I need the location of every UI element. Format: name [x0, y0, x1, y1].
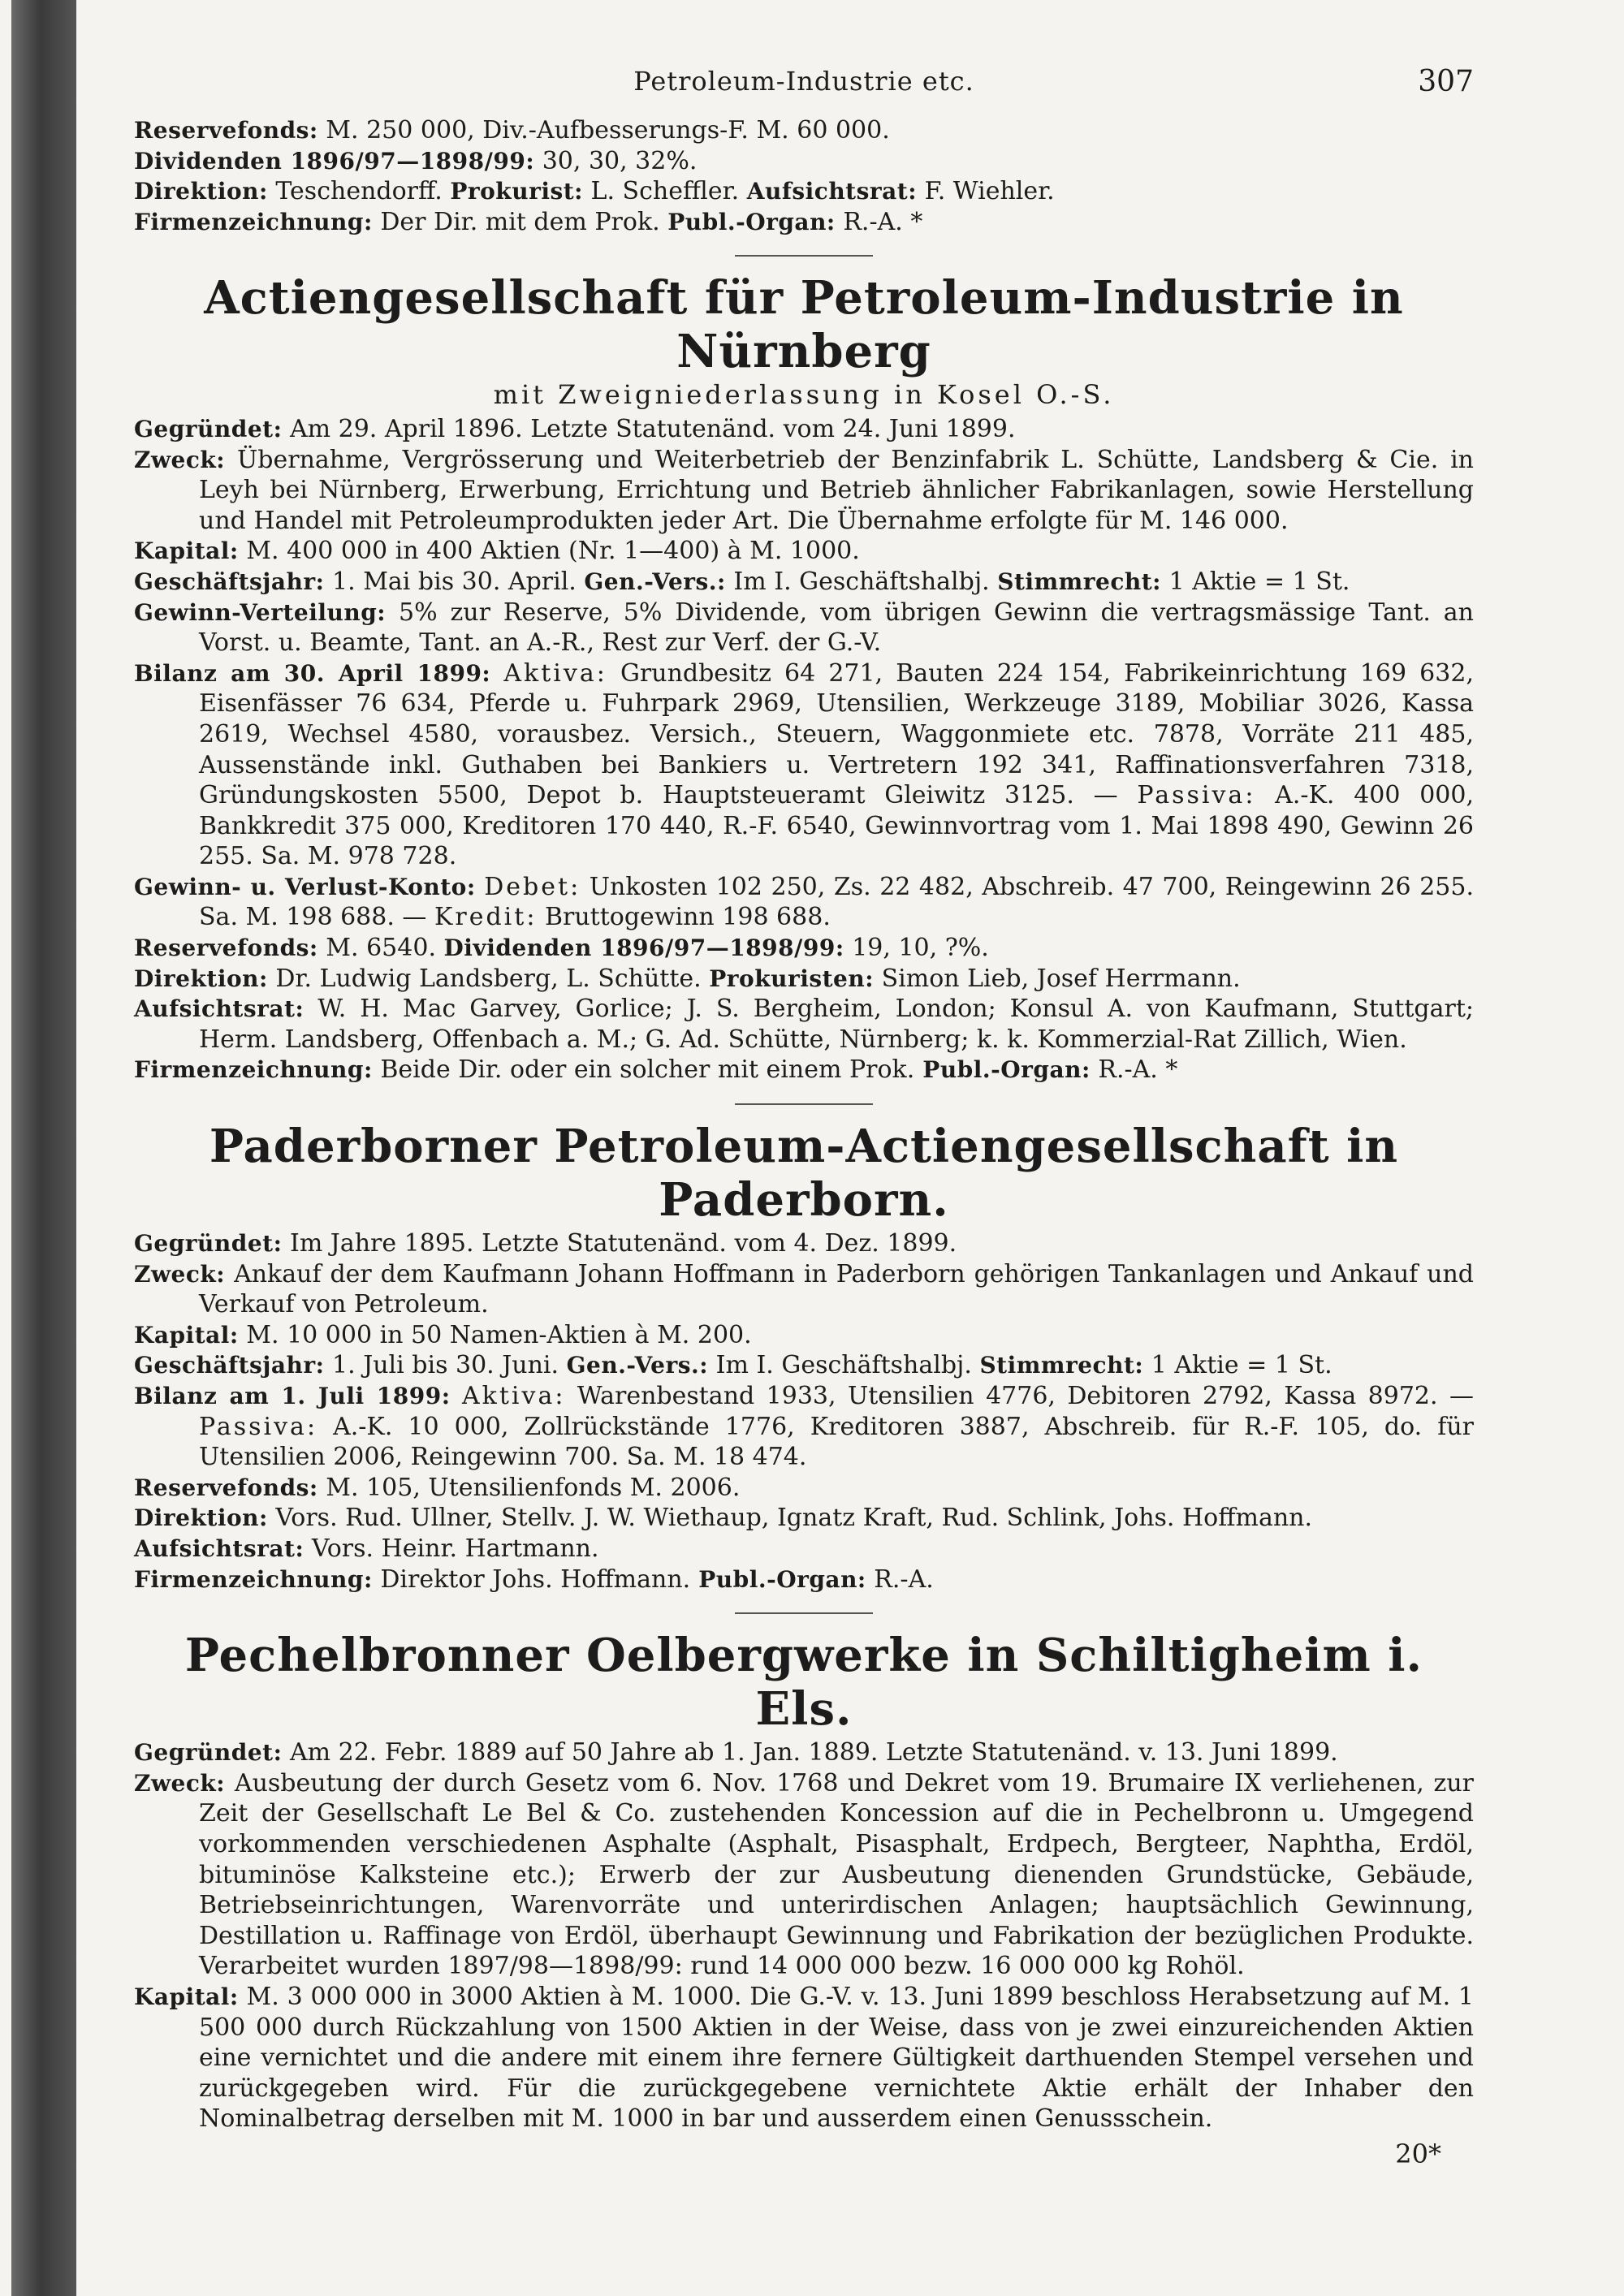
zweck: Zweck: Übernahme, Vergrösserung und Weiterbetrieb der Benzinfabrik L. Schütte, Landsberg & Cie. in Leyh bei Nürnberg, Erwerbung, Errichtung und Betrieb ähnlicher Fabrikanlagen, sowie Herstellung und Handel mit Petroleumprodukten jeder Art. Die Übernahme erfolgte für M. 146 000. [134, 445, 1474, 535]
company-title: Pechelbronner Oelbergwerke in Schiltigheim i. Els. [184, 1629, 1423, 1737]
aufsichtsrat: Aufsichtsrat: Vors. Heinr. Hartmann. [134, 1534, 599, 1563]
section-divider [735, 1103, 873, 1105]
zweck: Zweck: Ausbeutung der durch Gesetz vom 6. Nov. 1768 und Dekret vom 19. Brumaire IX verliehenen, zur Zeit der Gesellschaft Le Bel & Co. zustehenden Koncession auf die in Pechelbronn u. Umgegend vorkommenden verschiedenen Asphalte (Asphalt, Pisasphalt, Erdpech, Bergteer, Naphtha, Erdöl, bituminöse Kalksteine etc.); Erwerb der zur Ausbeutung dienenden Grundstücke, Gebäude, Betriebseinrichtungen, Warenvorräte und unterirdischen Anlagen; hauptsächlich Gewinnung, Destillation u. Raffinage von Erdöl, überhaupt Gewinnung und Fabrikation der bezüglichen Produkte. Verarbeitet wurden 1897/98—1898/99: rund 14 000 000 bezw. 16 000 000 kg Rohöl. [134, 1768, 1474, 1981]
company-entry-nuernberg [134, 271, 1474, 1085]
direktion: Direktion: Vors. Rud. Ullner, Stellv. J. W. Wiethaup, Ignatz Kraft, Rud. Schlink, Johs. Hoffmann. [134, 1504, 1313, 1533]
bilanz: Bilanz am 30. April 1899: Aktiva: Grundbesitz 64 271, Bauten 224 154, Fabrikeinrichtung 169 632, Eisenfässer 76 634, Pferde u. Fuhrpark 2969, Utensilien, Werkzeuge 3189, Mobiliar 3026, Kassa 2619, Wechsel 4580, vorausbez. Versich., Steuern, Waggonmiete etc. 7878, Vorräte 211 485, Aussenstände inkl. Guthaben bei Bankiers u. Vertretern 192 341, Raffinationsverfahren 7318, Gründungskosten 5500, Depot b. Hauptsteueramt Gleiwitz 3125. — Passiva: A.-K. 400 000, Bankkredit 375 000, Kreditoren 170 440, R.-F. 6540, Gewinnvortrag vom 1. Mai 1898 490, Gewinn 26 255. Sa. M. 978 728. [134, 658, 1474, 871]
prev-dividenden: Dividenden 1896/97—1898/99: 30, 30, 32%. [134, 146, 698, 175]
signature-mark: 20* [1395, 2138, 1441, 2169]
page-number: 307 [1418, 65, 1474, 98]
section-divider [735, 255, 873, 257]
firmenzeichnung: Firmenzeichnung: Beide Dir. oder ein solcher mit einem Prok. Publ.-Organ: R.-A. * [134, 1055, 1178, 1085]
document-page [134, 67, 1474, 2169]
company-title: Paderborner Petroleum-Actiengesellschaft in Paderborn. [209, 1120, 1399, 1228]
section-divider [735, 1612, 873, 1614]
gewinn-verteilung: Gewinn-Verteilung: 5% zur Reserve, 5% Dividende, vom übrigen Gewinn die vertragsmässige Tant. an Vorst. u. Beamte, Tant. an A.-R., Rest zur Verf. der G.-V. [134, 598, 1474, 658]
company-subtitle: mit Zweigniederlassung in Kosel O.-S. [493, 379, 1115, 411]
kapital: Kapital: M. 3 000 000 in 3000 Aktien à M. 1000. Die G.-V. v. 13. Juni 1899 beschloss Herabsetzung auf M. 1 500 000 durch Rückzahlung von 1500 Aktien in der Weise, dass von je zwei einzureichenden Aktien eine vernichtet und die andere mit einem ihre fernere Gültigkeit darthuenden Stempel versehen und zurückgegeben wird. Für die zurückgegebene vernichtete Aktie erhält der Inhaber den Nominalbetrag derselben mit M. 1000 in bar und ausserdem einen Genussschein. [134, 1982, 1474, 2134]
gegruendet: Gegründet: Am 29. April 1896. Letzte Statutenänd. vom 24. Juni 1899. [134, 414, 1016, 443]
reservefonds: Reservefonds: M. 6540. Dividenden 1896/97—1898/99: 19, 10, ?%. [134, 934, 989, 963]
running-header [134, 67, 1474, 115]
zweck: Zweck: Ankauf der dem Kaufmann Johann Hoffmann in Paderborn gehörigen Tankanlagen und Ankauf und Verkauf von Petroleum. [134, 1259, 1474, 1319]
header-title: Petroleum-Industrie etc. [633, 66, 974, 97]
geschaeftsjahr: Geschäftsjahr: 1. Juli bis 30. Juni. Gen.-Vers.: Im I. Geschäftshalbj. Stimmrecht: 1 Aktie = 1 St. [134, 1351, 1332, 1380]
reservefonds: Reservefonds: M. 105, Utensilienfonds M. 2006. [134, 1473, 741, 1502]
bilanz: Bilanz am 1. Juli 1899: Aktiva: Warenbestand 1933, Utensilien 4776, Debitoren 2792, Kassa 8972. — Passiva: A.-K. 10 000, Zollrückstände 1776, Kreditoren 3887, Abschreib. für R.-F. 105, do. für Utensilien 2006, Reingewinn 700. Sa. M. 18 474. [134, 1382, 1474, 1472]
firmenzeichnung: Firmenzeichnung: Direktor Johs. Hoffmann. Publ.-Organ: R.-A. [134, 1564, 934, 1594]
geschaeftsjahr: Geschäftsjahr: 1. Mai bis 30. April. Gen.-Vers.: Im I. Geschäftshalbj. Stimmrecht: 1 Aktie = 1 St. [134, 567, 1350, 596]
company-entry-pechelbronn [134, 1629, 1474, 2134]
kapital: Kapital: M. 10 000 in 50 Namen-Aktien à M. 200. [134, 1320, 752, 1349]
prev-firmenzeichnung: Firmenzeichnung: Der Dir. mit dem Prok. Publ.-Organ: R.-A. * [134, 207, 923, 236]
gewinn-verlust-konto: Gewinn- u. Verlust-Konto: Debet: Unkosten 102 250, Zs. 22 482, Abschreib. 47 700, Reingewinn 26 255. Sa. M. 198 688. — Kredit: Bruttogewinn 198 688. [134, 872, 1474, 932]
kapital: Kapital: M. 400 000 in 400 Aktien (Nr. 1—400) à M. 1000. [134, 537, 860, 566]
company-title: Actiengesellschaft für Petroleum-Industrie in Nürnberg [204, 271, 1404, 379]
gegruendet: Gegründet: Am 22. Febr. 1889 auf 50 Jahre ab 1. Jan. 1889. Letzte Statutenänd. v. 13. Juni 1899. [134, 1738, 1338, 1767]
previous-entry-tail [134, 115, 1474, 237]
book-binding-edge [11, 0, 76, 2296]
direktion: Direktion: Dr. Ludwig Landsberg, L. Schütte. Prokuristen: Simon Lieb, Josef Herrmann. [134, 964, 1241, 993]
prev-reservefonds: Reservefonds: M. 250 000, Div.-Aufbesserungs-F. M. 60 000. [134, 116, 890, 145]
aufsichtsrat: Aufsichtsrat: W. H. Mac Garvey, Gorlice; J. S. Bergheim, London; Konsul A. von Kaufmann, Stuttgart; Herm. Landsberg, Offenbach a. M.; G. Ad. Schütte, Nürnberg; k. k. Kommerzial-Rat Zillich, Wien. [134, 995, 1474, 1054]
company-entry-paderborn [134, 1120, 1474, 1595]
prev-direktion: Direktion: Teschendorff. Prokurist: L. Scheffler. Aufsichtsrat: F. Wiehler. [134, 177, 1055, 206]
gegruendet: Gegründet: Im Jahre 1895. Letzte Statutenänd. vom 4. Dez. 1899. [134, 1229, 957, 1258]
